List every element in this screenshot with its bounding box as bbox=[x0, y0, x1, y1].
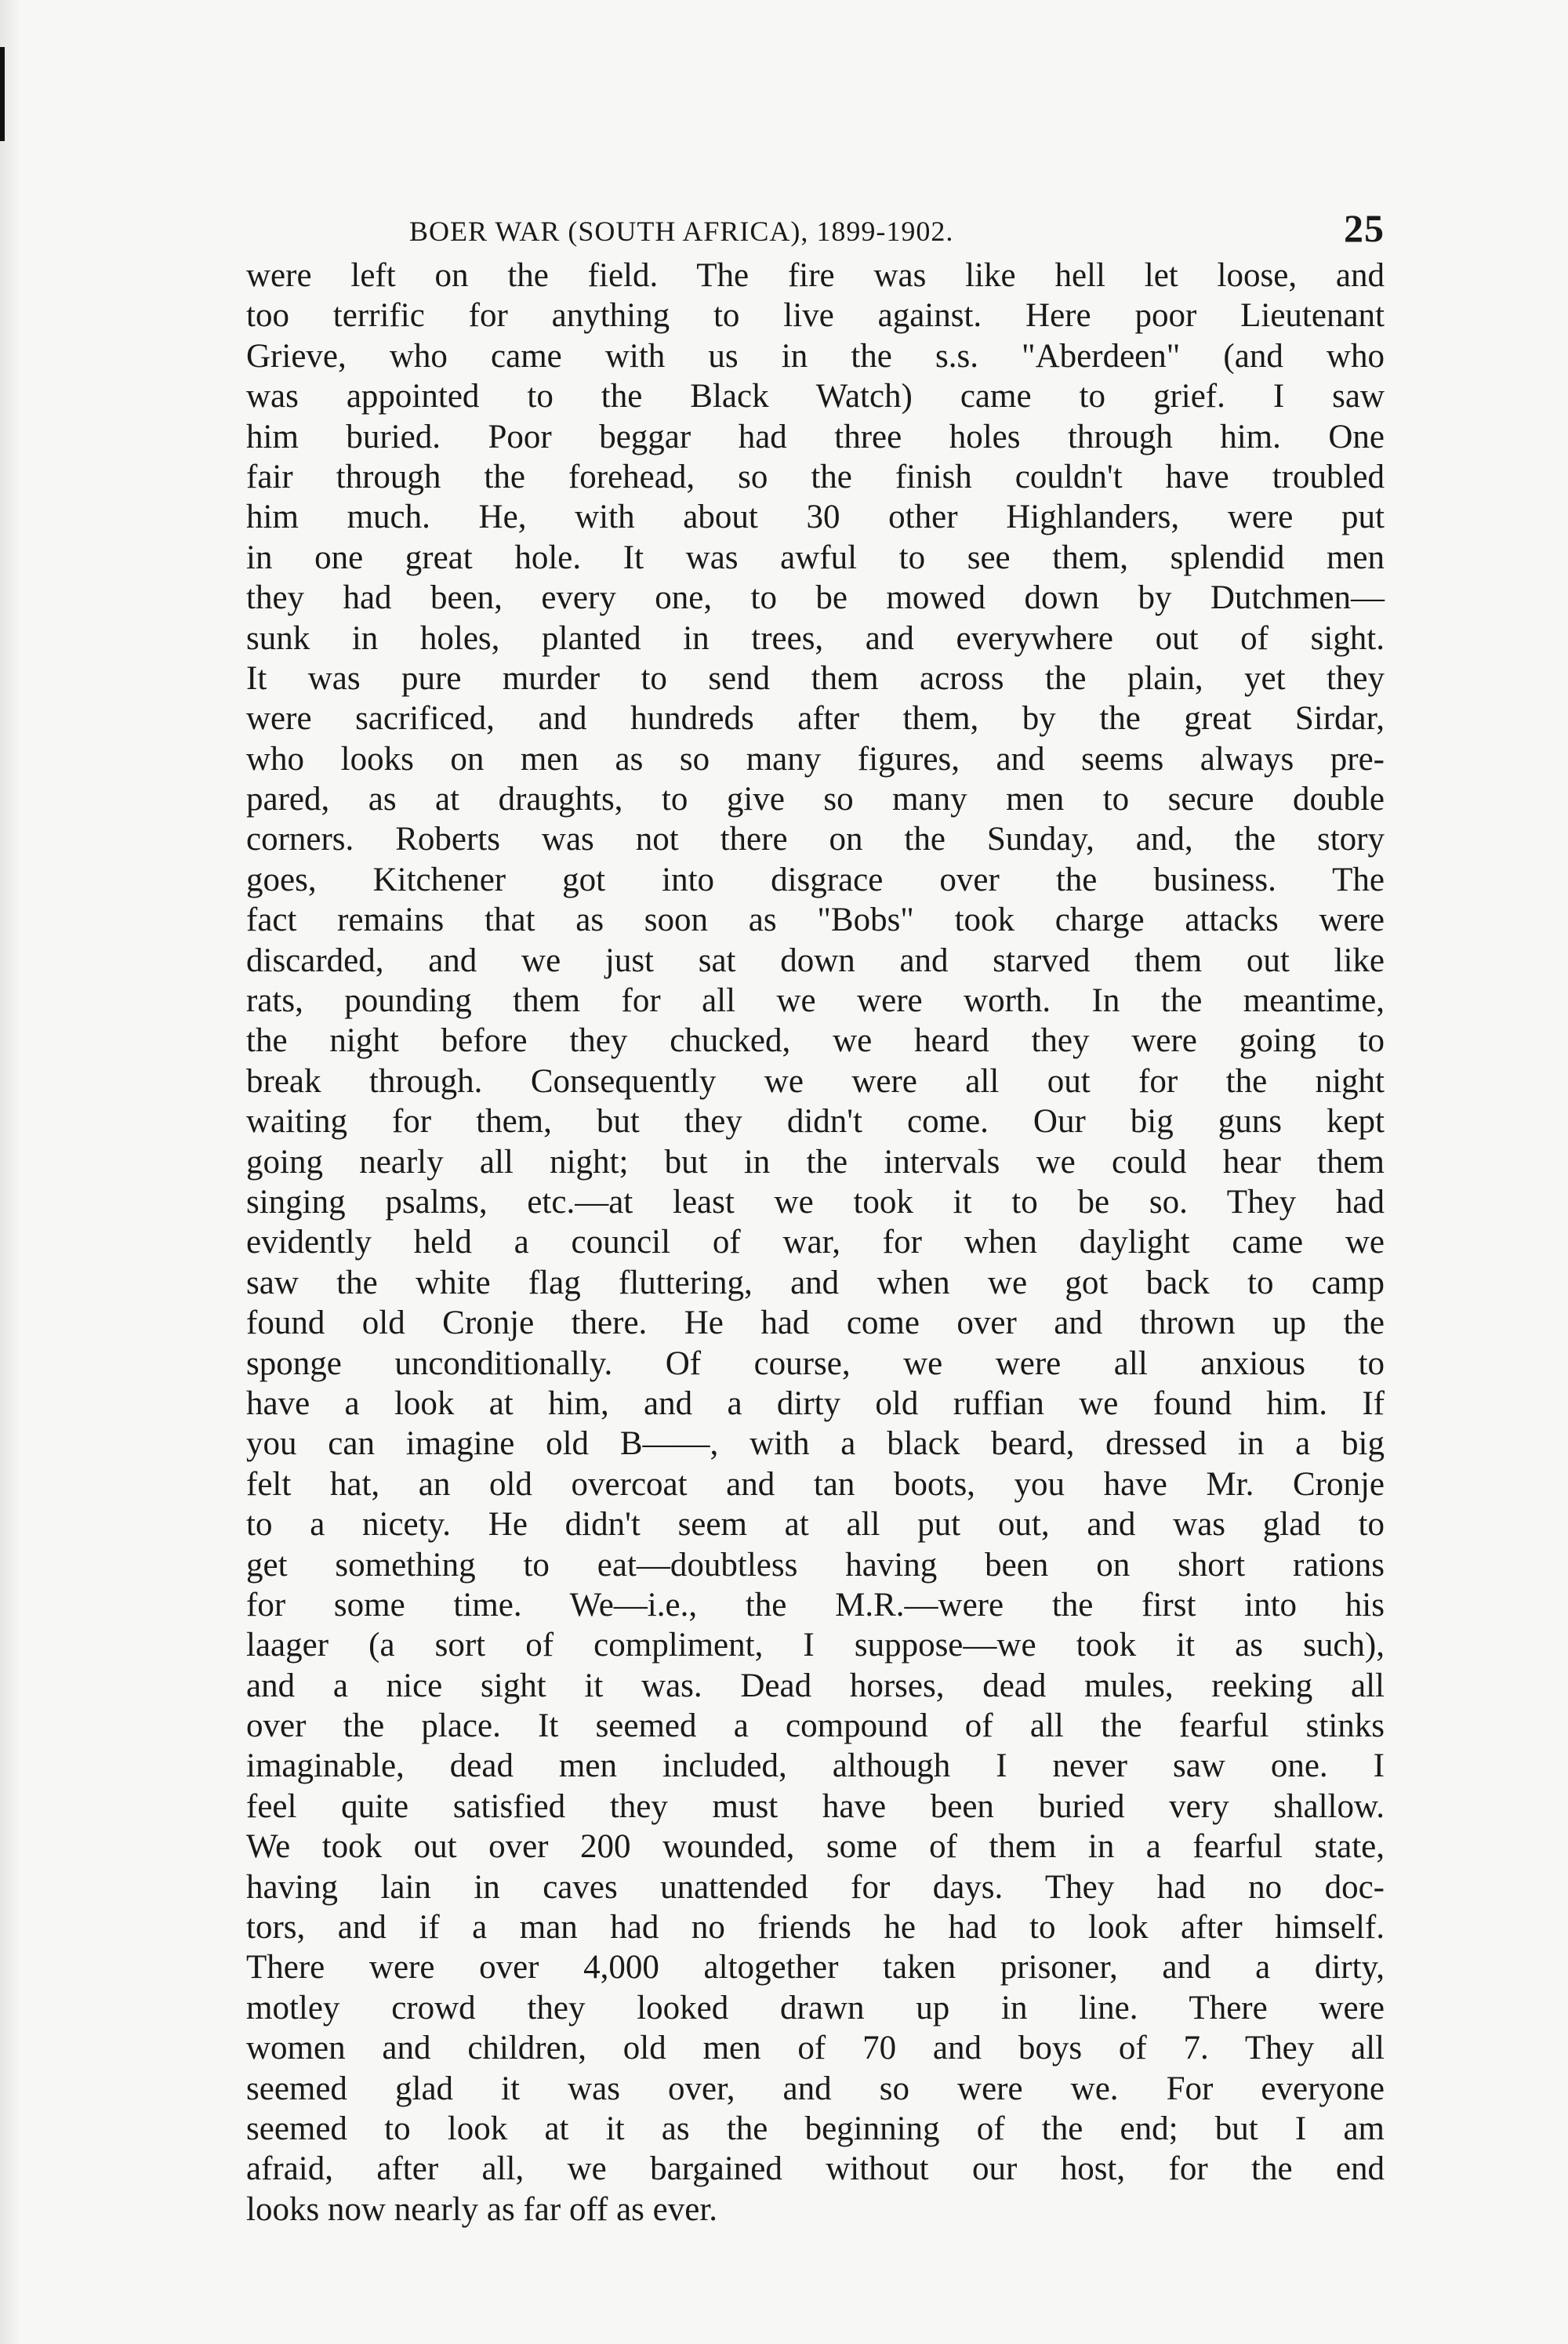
text-line: saw the white flag fluttering, and when we got back to camp bbox=[246, 1264, 1385, 1301]
text-line: goes, Kitchener got into disgrace over the business. The bbox=[246, 861, 1385, 898]
text-line: found old Cronje there. He had come over and thrown up the bbox=[246, 1304, 1385, 1342]
text-line: It was pure murder to send them across the plain, yet they bbox=[246, 659, 1385, 697]
text-line: seemed to look at it as the beginning of the end; but I am bbox=[246, 2110, 1385, 2147]
text-line: break through. Consequently we were all out for the night bbox=[246, 1062, 1385, 1100]
text-line: felt hat, an old overcoat and tan boots, you have Mr. Cronje bbox=[246, 1465, 1385, 1503]
text-line: having lain in caves unattended for days. They had no doc- bbox=[246, 1868, 1385, 1906]
text-line: motley crowd they looked drawn up in line. There were bbox=[246, 1989, 1385, 2027]
text-line: fact remains that as soon as "Bobs" took charge attacks were bbox=[246, 902, 1385, 939]
text-line: evidently held a council of war, for when daylight came we bbox=[246, 1224, 1385, 1261]
running-head-title: BOER WAR (SOUTH AFRICA), 1899-1902. bbox=[409, 216, 954, 247]
page-binding-shadow bbox=[0, 0, 20, 2344]
text-line: feel quite satisfied they must have been buried very shallow. bbox=[246, 1787, 1385, 1825]
text-line: was appointed to the Black Watch) came to grief. I saw bbox=[246, 378, 1385, 415]
text-line: get something to eat—doubtless having been on short rations bbox=[246, 1546, 1385, 1584]
text-line: him much. He, with about 30 other Highlanders, were put bbox=[246, 499, 1385, 536]
text-line: singing psalms, etc.—at least we took it to be so. They had bbox=[246, 1183, 1385, 1221]
text-line: who looks on men as so many figures, and seems always pre- bbox=[246, 740, 1385, 778]
text-line: seemed glad it was over, and so were we. For everyone bbox=[246, 2070, 1385, 2107]
text-line: have a look at him, and a dirty old ruffian we found him. If bbox=[246, 1384, 1385, 1422]
text-line: waiting for them, but they didn't come. Our big guns kept bbox=[246, 1103, 1385, 1141]
text-line: sponge unconditionally. Of course, we were all anxious to bbox=[246, 1344, 1385, 1382]
running-head bbox=[246, 205, 1385, 256]
text-line: for some time. We—i.e., the M.R.—were the first into his bbox=[246, 1586, 1385, 1624]
book-page bbox=[246, 205, 1385, 2230]
text-line: too terrific for anything to live against. Here poor Lieutenant bbox=[246, 297, 1385, 335]
text-line: they had been, every one, to be mowed down by Dutchmen— bbox=[246, 579, 1385, 617]
page-binding-edge bbox=[0, 47, 5, 141]
text-line: imaginable, dead men included, although I never saw one. I bbox=[246, 1747, 1385, 1785]
text-line: to a nicety. He didn't seem at all put out, and was glad to bbox=[246, 1506, 1385, 1544]
text-line: We took out over 200 wounded, some of them in a fearful state, bbox=[246, 1828, 1385, 1866]
text-line: the night before they chucked, we heard they were going to bbox=[246, 1022, 1385, 1060]
text-line: There were over 4,000 altogether taken prisoner, and a dirty, bbox=[246, 1949, 1385, 1987]
text-line: him buried. Poor beggar had three holes through him. One bbox=[246, 418, 1385, 455]
text-line: were left on the field. The fire was like hell let loose, and bbox=[246, 257, 1385, 294]
text-line: discarded, and we just sat down and starved them out like bbox=[246, 942, 1385, 979]
text-line: tors, and if a man had no friends he had to look after himself. bbox=[246, 1909, 1385, 1947]
text-line: in one great hole. It was awful to see them, splendid men bbox=[246, 539, 1385, 576]
text-line: Grieve, who came with us in the s.s. "Aberdeen" (and who bbox=[246, 337, 1385, 375]
text-line: over the place. It seemed a compound of all the fearful stinks bbox=[246, 1707, 1385, 1745]
text-line: you can imagine old B——, with a black beard, dressed in a big bbox=[246, 1425, 1385, 1463]
text-line: going nearly all night; but in the intervals we could hear them bbox=[246, 1143, 1385, 1181]
text-line: women and children, old men of 70 and boys of 7. They all bbox=[246, 2030, 1385, 2067]
body-text bbox=[246, 256, 1385, 2230]
text-line: rats, pounding them for all we were worth. In the meantime, bbox=[246, 982, 1385, 1020]
text-line: pared, as at draughts, to give so many men to secure double bbox=[246, 781, 1385, 818]
text-line: fair through the forehead, so the finish couldn't have troubled bbox=[246, 458, 1385, 495]
page-number: 25 bbox=[1344, 206, 1385, 250]
text-line: looks now nearly as far off as ever. bbox=[246, 2190, 718, 2228]
text-line: sunk in holes, planted in trees, and everywhere out of sight. bbox=[246, 619, 1385, 657]
text-line: afraid, after all, we bargained without our host, for the end bbox=[246, 2150, 1385, 2188]
text-line: corners. Roberts was not there on the Sunday, and, the story bbox=[246, 821, 1385, 858]
text-line: and a nice sight it was. Dead horses, dead mules, reeking all bbox=[246, 1667, 1385, 1704]
text-line: laager (a sort of compliment, I suppose—we took it as such), bbox=[246, 1627, 1385, 1664]
text-line: were sacrificed, and hundreds after them, by the great Sirdar, bbox=[246, 700, 1385, 738]
